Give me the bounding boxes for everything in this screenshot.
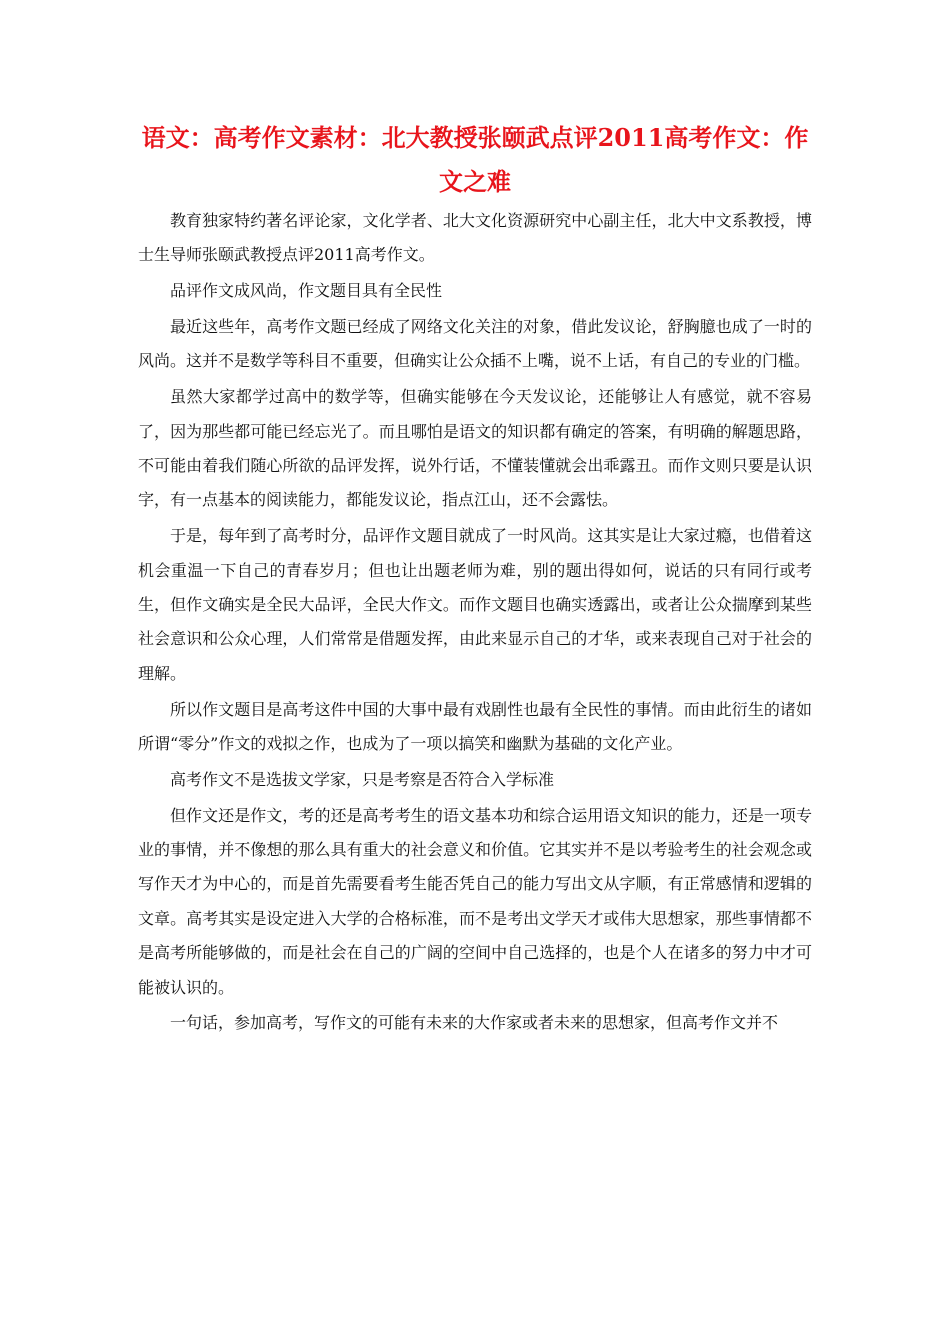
paragraph: 于是，每年到了高考时分，品评作文题目就成了一时风尚。这其实是让大家过瘾，也借着这机会重温一下自己的青春岁月；但也让出题老师为难，别的题出得如何，说话的只有同行或考生，但作文确实是全民大品评，全民大作文。而作文题目也确实透露出，或者让公众揣摩到某些社会意识和公众心理，人们常常是借题发挥，由此来显示自己的才华，或来表现自己对于社会的理解。 <box>138 526 812 683</box>
paragraph-intro: 教育独家特约著名评论家，文化学者、北大文化资源研究中心副主任，北大中文系教授，博士生导师张颐武教授点评2011高考作文。 <box>138 211 812 265</box>
section-heading-2: 高考作文不是选拔文学家，只是考察是否符合入学标准 <box>170 769 555 789</box>
paragraph: 一句话，参加高考，写作文的可能有未来的大作家或者未来的思想家，但高考作文并不 <box>170 1013 779 1033</box>
paragraph: 最近这些年，高考作文题已经成了网络文化关注的对象，借此发议论，舒胸臆也成了一时的风尚。这并不是数学等科目不重要，但确实让公众插不上嘴，说不上话，有自己的专业的门槛。 <box>138 317 812 371</box>
document-title: 语文：高考作文素材：北大教授张颐武点评2011高考作文：作文之难 <box>141 123 809 196</box>
paragraph: 但作文还是作文，考的还是高考考生的语文基本功和综合运用语文知识的能力，还是一项专业的事情，并不像想的那么具有重大的社会意义和价值。它其实并不是以考验考生的社会观念或写作天才为中心的，而是首先需要看考生能否凭自己的能力写出文从字顺，有正常感情和逻辑的文章。高考其实是设定进入大学的合格标准，而不是考出文学天才或伟大思想家，那些事情都不是高考所能够做的，而是社会在自己的广阔的空间中自己选择的，也是个人在诸多的努力中才可能被认识的。 <box>138 805 812 997</box>
section-heading-1: 品评作文成风尚，作文题目具有全民性 <box>170 281 443 301</box>
paragraph: 虽然大家都学过高中的数学等，但确实能够在今天发议论，还能够让人有感觉，就不容易了，因为那些都可能已经忘光了。而且哪怕是语文的知识都有确定的答案，有明确的解题思路，不可能由着我们随心所欲的品评发挥，说外行话，不懂装懂就会出乖露丑。而作文则只要是认识字，有一点基本的阅读能力，都能发议论，指点江山，还不会露怯。 <box>138 387 812 510</box>
paragraph: 所以作文题目是高考这件中国的大事中最有戏剧性也最有全民性的事情。而由此衍生的诸如所谓“零分”作文的戏拟之作，也成为了一项以搞笑和幽默为基础的文化产业。 <box>138 699 812 754</box>
document-body <box>138 204 812 1042</box>
